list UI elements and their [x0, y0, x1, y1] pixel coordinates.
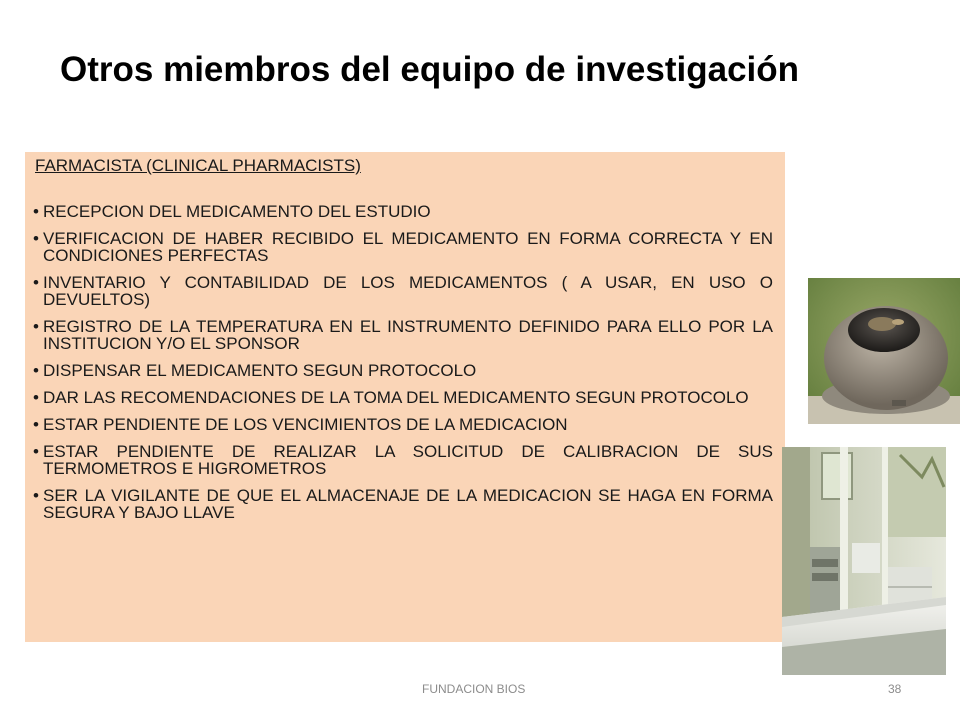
bullet-icon: •: [33, 415, 39, 434]
bullet-text: ESTAR PENDIENTE DE LOS VENCIMIENTOS DE LA MEDICACION: [43, 415, 568, 434]
bullet-item: [35, 230, 773, 264]
centrifuge-photo: [808, 278, 960, 424]
bullet-icon: •: [33, 388, 39, 407]
bullet-text: REGISTRO DE LA TEMPERATURA EN EL INSTRUMENTO DEFINIDO PARA ELLO POR LA INSTITUCION Y/O EL SPONSOR: [43, 317, 773, 353]
bullet-item: [35, 487, 773, 521]
bullet-item: [35, 274, 773, 308]
bullet-item: [35, 362, 773, 379]
storage-room-photo: [782, 447, 946, 675]
bullet-text: RECEPCION DEL MEDICAMENTO DEL ESTUDIO: [43, 202, 431, 221]
bullet-text: DAR LAS RECOMENDACIONES DE LA TOMA DEL MEDICAMENTO SEGUN PROTOCOLO: [43, 388, 749, 407]
bullet-item: [35, 318, 773, 352]
bullet-item: [35, 416, 773, 433]
bullet-icon: •: [33, 229, 39, 248]
bullet-item: [35, 203, 773, 220]
bullet-text: ESTAR PENDIENTE DE REALIZAR LA SOLICITUD DE CALIBRACION DE SUS TERMOMETROS E HIGROMETROS: [43, 442, 773, 478]
bullet-icon: •: [33, 442, 39, 461]
bullet-icon: •: [33, 202, 39, 221]
page-number: 38: [888, 682, 902, 696]
bullet-text: DISPENSAR EL MEDICAMENTO SEGUN PROTOCOLO: [43, 361, 477, 380]
bullet-text: INVENTARIO Y CONTABILIDAD DE LOS MEDICAMENTOS ( A USAR, EN USO O DEVUELTOS): [43, 273, 773, 309]
bullet-item: [35, 443, 773, 477]
bullet-icon: •: [33, 317, 39, 336]
footer-organization: FUNDACION BIOS: [422, 682, 526, 696]
bullet-text: VERIFICACION DE HABER RECIBIDO EL MEDICAMENTO EN FORMA CORRECTA Y EN CONDICIONES PERFECTAS: [43, 229, 773, 265]
content-box: [25, 152, 785, 642]
section-heading: FARMACISTA (CLINICAL PHARMACISTS): [35, 156, 361, 175]
slide-title: Otros miembros del equipo de investigación: [60, 50, 800, 89]
bullet-text: SER LA VIGILANTE DE QUE EL ALMACENAJE DE LA MEDICACION SE HAGA EN FORMA SEGURA Y BAJO LLAVE: [43, 486, 773, 522]
bullet-list: [35, 203, 773, 521]
bullet-icon: •: [33, 273, 39, 292]
bullet-icon: •: [33, 361, 39, 380]
bullet-item: [35, 389, 773, 406]
bullet-icon: •: [33, 486, 39, 505]
